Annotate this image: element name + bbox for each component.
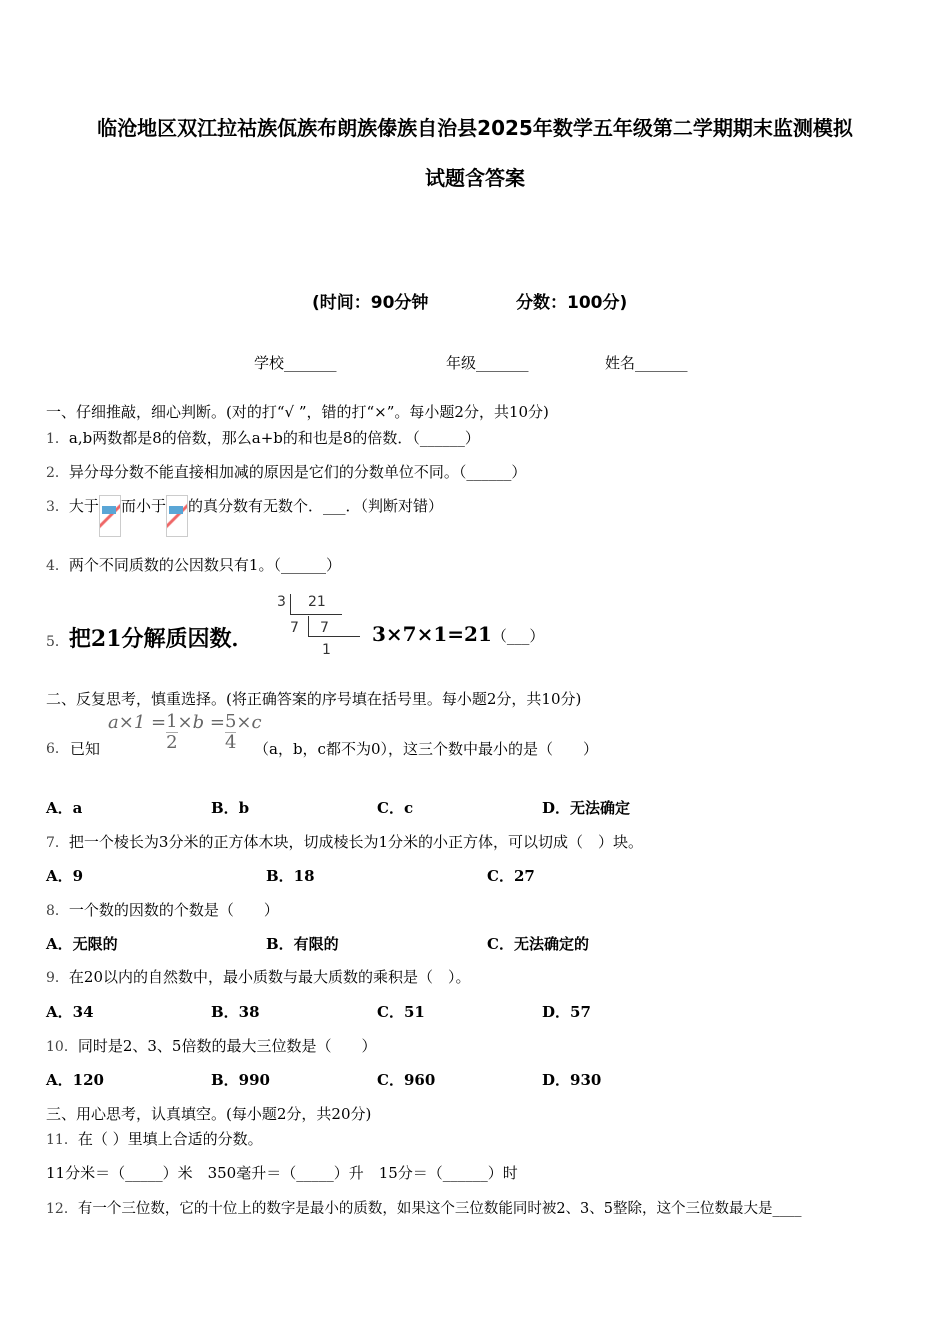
option-c[interactable]: C．无法确定的	[487, 935, 589, 953]
option-d[interactable]: D．57	[542, 1003, 591, 1021]
q-text: 同时是2、3、5倍数的最大三位数是（ ）	[77, 1037, 377, 1055]
q-text: 有一个三位数，它的十位上的数字是最小的质数，如果这个三位数能同时被2、3、5整除，这个三位数最大是____	[77, 1201, 802, 1217]
dividend: 21	[308, 594, 326, 610]
question-4	[46, 554, 341, 575]
q11-fill-line: 11分米＝（_____）米 350毫升＝（_____）升 15分＝（______）时	[46, 1164, 518, 1182]
question-10	[46, 1035, 376, 1056]
name-field: 姓名_______	[605, 354, 688, 372]
question-5	[46, 622, 254, 653]
q-text: （a，b，c都不为0），这三个数中最小的是（ ）	[254, 740, 598, 758]
question-8	[46, 899, 279, 920]
option-b[interactable]: B．b	[211, 799, 250, 817]
option-b[interactable]: B．38	[211, 1003, 260, 1021]
quotient: 7	[320, 620, 329, 636]
option-a[interactable]: A．9	[46, 867, 84, 885]
q-text: 已知	[70, 740, 101, 758]
option-c[interactable]: C．27	[487, 867, 535, 885]
q-number: 3．	[46, 499, 69, 515]
q-text: a,b两数都是8的倍数，那么a+b的和也是8的倍数．（______）	[68, 429, 480, 447]
option-b[interactable]: B．990	[211, 1071, 270, 1089]
option-b[interactable]: B．有限的	[266, 935, 339, 953]
q-text: 异分母分数不能直接相加减的原因是它们的分数单位不同。（______）	[68, 463, 527, 481]
question-9	[46, 966, 471, 987]
option-d[interactable]: D．无法确定	[542, 799, 631, 817]
equation: a×1 = $\frac{1}{2}$ ×b = $\frac{5}{4}$ ×c	[108, 711, 262, 753]
q-number: 6．	[46, 741, 69, 757]
divisor: 7	[290, 620, 299, 636]
q5-result: 3×7×1=21	[372, 622, 492, 646]
option-a[interactable]: A．a	[46, 799, 83, 817]
doc-title-line2: 试题含答案	[425, 166, 525, 190]
q-number: 9．	[46, 970, 69, 986]
q-number: 11．	[46, 1132, 78, 1148]
q-number: 5．	[46, 634, 69, 650]
q-text: 的真分数有无数个．___．（判断对错）	[187, 497, 443, 515]
divisor: 3	[277, 594, 286, 610]
option-d[interactable]: D．930	[542, 1071, 602, 1089]
q-number: 12．	[46, 1201, 78, 1217]
q-text: 把一个棱长为3分米的正方体木块，切成棱长为1分米的小正方体，可以切成（ ）块。	[68, 833, 644, 851]
question-1	[46, 427, 480, 448]
q-number: 4．	[46, 558, 69, 574]
broken-image-icon	[166, 495, 188, 537]
q-text: 一个数的因数的个数是（ ）	[68, 901, 279, 919]
answer-blank: （___）	[491, 627, 545, 645]
section2-heading: 二、反复思考，慎重选择。(将正确答案的序号填在括号里。每小题2分，共10分)	[46, 690, 582, 708]
grade-field: 年级_______	[446, 354, 529, 372]
option-a[interactable]: A．34	[46, 1003, 94, 1021]
q-text: 两个不同质数的公因数只有1。（______）	[68, 556, 341, 574]
q-text: 在（ ）里填上合适的分数。	[77, 1130, 263, 1148]
exam-time: (时间：90分钟	[312, 293, 429, 313]
broken-image-icon	[99, 495, 121, 537]
doc-title-line1: 临沧地区双江拉祜族佤族布朗族傣族自治县2025年数学五年级第二学期期末监测模拟	[97, 116, 853, 140]
section3-heading: 三、用心思考，认真填空。(每小题2分，共20分)	[46, 1105, 372, 1123]
question-12	[46, 1197, 802, 1218]
division-diagram	[272, 592, 362, 662]
exam-score: 分数：100分)	[516, 293, 628, 313]
q-text: 大于	[68, 497, 99, 515]
question-3	[46, 495, 443, 537]
q-number: 7．	[46, 835, 69, 851]
option-a[interactable]: A．120	[46, 1071, 104, 1089]
option-c[interactable]: C．c	[377, 799, 414, 817]
school-field: 学校_______	[254, 354, 337, 372]
q-number: 8．	[46, 903, 69, 919]
q-number: 10．	[46, 1039, 78, 1055]
q-text: 而小于	[120, 497, 166, 515]
question-2	[46, 461, 526, 482]
q-text: 在20以内的自然数中，最小质数与最大质数的乘积是（ ）。	[68, 968, 471, 986]
q-number: 2．	[46, 465, 69, 481]
option-b[interactable]: B．18	[266, 867, 315, 885]
option-c[interactable]: C．960	[377, 1071, 436, 1089]
question-7	[46, 831, 643, 852]
option-a[interactable]: A．无限的	[46, 935, 118, 953]
quotient: 1	[322, 642, 331, 658]
option-c[interactable]: C．51	[377, 1003, 425, 1021]
question-11	[46, 1128, 263, 1149]
q-number: 1．	[46, 431, 69, 447]
q-text: 把21分解质因数．	[68, 626, 254, 652]
section1-heading: 一、仔细推敲，细心判断。(对的打“√ ”，错的打“×”。每小题2分，共10分)	[46, 403, 549, 421]
